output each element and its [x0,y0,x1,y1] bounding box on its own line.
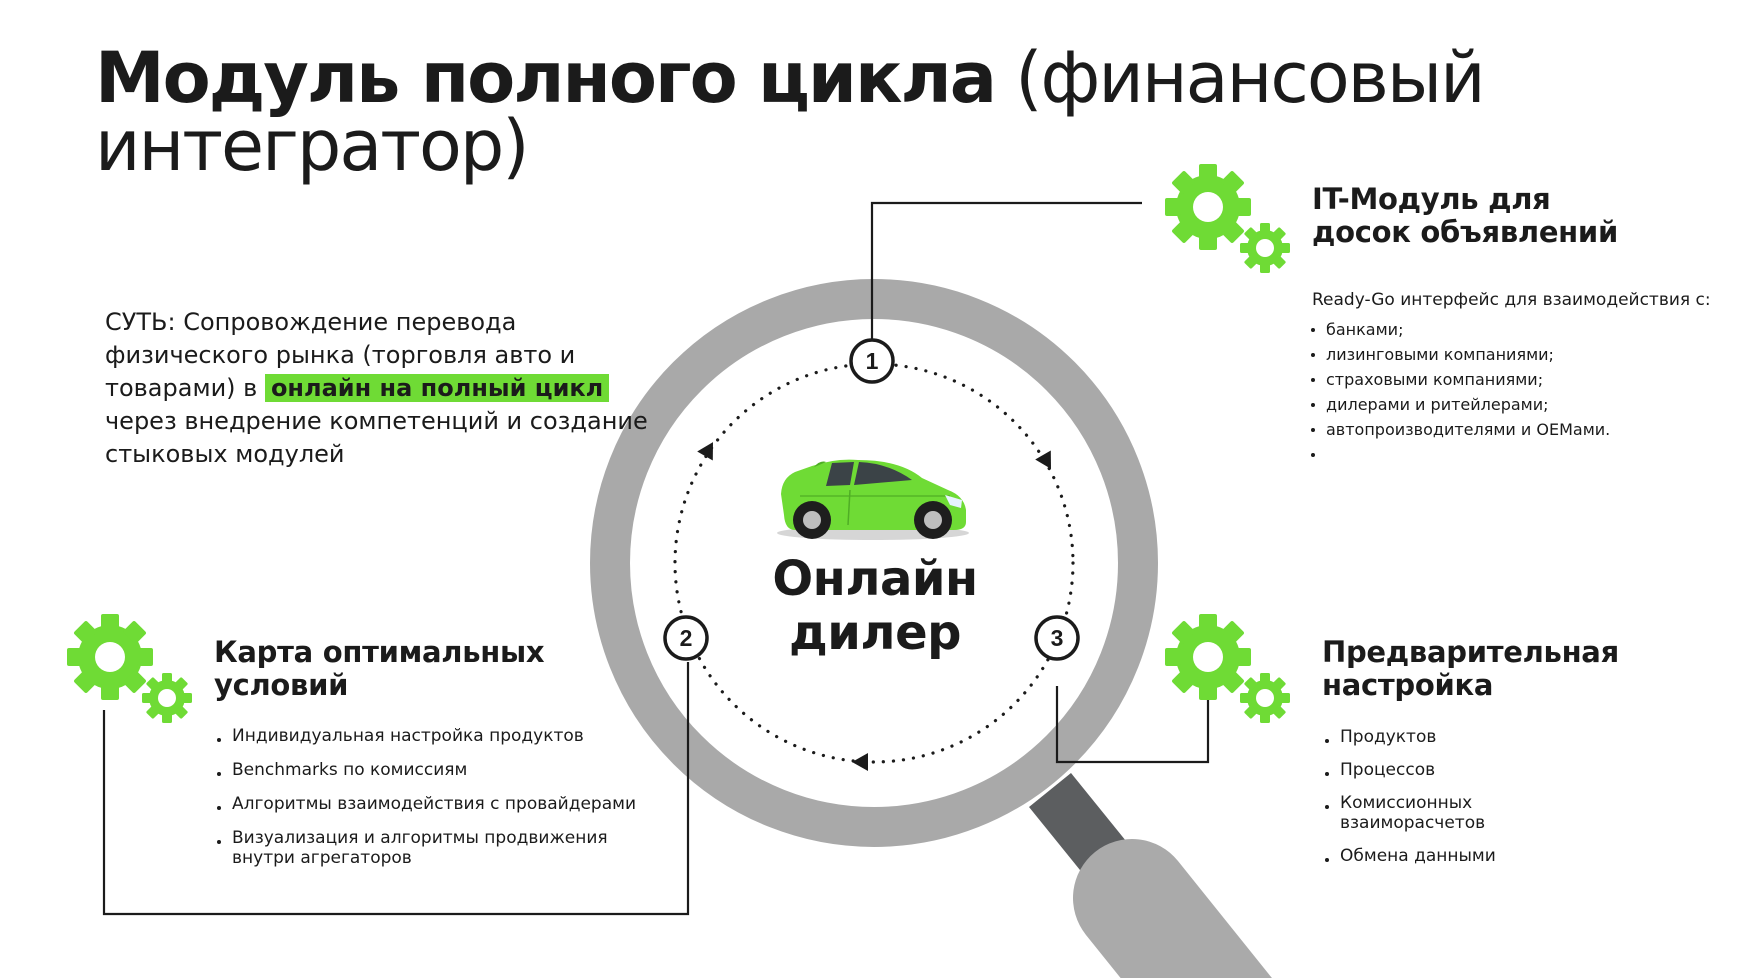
svg-text:2: 2 [679,625,693,651]
list-item: Обмена данными [1322,846,1550,866]
list-item: дилерами и ритейлерами; [1308,392,1711,417]
module-title: Карта оптимальных условий [214,635,545,702]
page-title [95,37,1754,187]
list-item: Индивидуальная настройка продуктов [214,726,652,746]
list-item: Визуализация и алгоритмы продвижения внутри агрегаторов [214,828,652,868]
step-marker-3 [1036,617,1078,659]
step-marker-1 [851,340,893,382]
step-marker-2 [665,617,707,659]
list-item: Benchmarks по комиссиям [214,760,652,780]
module-list [214,726,652,868]
title-regular: (финансовый интегратор) [95,37,1484,187]
gear-icon-top [1165,164,1290,273]
list-item: лизинговыми компаниями; [1308,342,1711,367]
module-title: Предварительная настройка [1322,635,1619,702]
list-item: Продуктов [1322,727,1550,747]
module-it-board [1312,183,1711,467]
list-item: банками; [1308,317,1711,342]
center-label-line1: Онлайн [772,551,978,607]
magnifier-handle [1050,790,1230,978]
module-pre-setup [1322,636,1642,879]
center-label-line2: дилер [789,605,961,661]
list-item: автопроизводителями и OEMами. [1308,417,1711,442]
list-item [1308,442,1711,467]
svg-text:3: 3 [1050,625,1064,651]
module-title: IT-Модуль для досок объявлений [1312,182,1618,249]
center-label [715,552,1035,660]
list-item: Алгоритмы взаимодействия с провайдерами [214,794,652,814]
module-list [1322,727,1642,866]
list-item: Процессов [1322,760,1550,780]
svg-text:1: 1 [865,348,879,374]
module-conditions-map [214,636,652,882]
gear-icon-left [67,614,192,723]
essence-tail: через внедрение компетенций и создание стыковых модулей [105,407,648,468]
list-item: страховыми компаниями; [1308,367,1711,392]
essence-lead: СУТЬ: Сопровождение перевода физического рынка (торговля авто и товарами) в [105,308,576,402]
gear-icon-right [1165,614,1290,723]
essence-highlight: онлайн на полный цикл [265,374,609,402]
module-intro: Ready-Go интерфейс для взаимодействия с: [1312,290,1711,310]
module-list [1312,317,1711,467]
title-bold: Модуль полного цикла [95,37,995,119]
list-item: Комиссионных взаиморасчетов [1322,793,1550,833]
essence-text [105,306,665,471]
